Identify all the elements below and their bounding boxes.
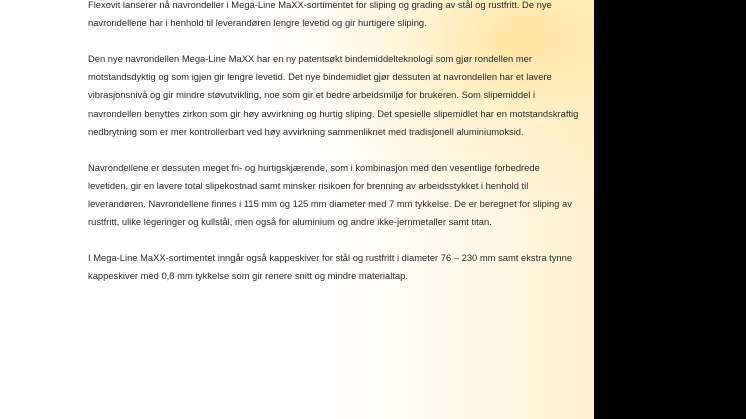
- article-paragraph-3: Navrondellene er dessuten meget fri- og hurtigskjærende, som i kombinasjon med den vesentlige forbedrede levetiden, gir en lavere total slipekostnad samt minsker risikoen for brenning av arbeidsstykket i henhold til leverandøren. Navrondellene finnes i 115 mm og 125 mm diameter med 7 mm tykkelse. De er beregnet for sliping av rustfritt, ulike legeringer og kullstål, men også for aluminium og andre ikke-jernmetaller samt titan.: [88, 161, 572, 228]
- right-black-panel: [594, 0, 746, 419]
- article-paragraph-4: I Mega-Line MaXX-sortimentet inngår også kappeskiver for stål og rustfritt i diameter 76 – 230 mm samt ekstra tynne kappeskiver med 0,8 mm tykkelse som gir renere snitt og mindre materialtap.: [88, 252, 573, 282]
- article-paragraph-2: Den nye navrondellen Mega-Line MaXX har en ny patentsøkt bindemiddelteknologi som gjør rondellen mer motstandsdyktig og som igjen gir lengre levetid. Det nye bindemidlet gjør dessuten at navrondellen har et lavere vibrasjonsnivå og gir mindre støvutvikling, noe som gir et bedre arbeidsmiljø for brukeren. Som slipemiddel i navrondellen benyttes zirkon som gir høy avvirkning og hurtig sliping. Det spesielle slipemidlet har en motstandskraftig nedbrytning som er mer kontrollerbart ved høy avvirkning sammenliknet med tradisjonell aluminiumoksid.: [88, 53, 579, 137]
- article-paragraph-1: Flexovit lanserer nå navrondeller i Mega-Line MaXX-sortimentet for sliping og grading av stål og rustfritt. De nye navrondellene har i henhold til leverandøren lengre levetid og gir hurtigere sliping.: [88, 0, 552, 29]
- article-body: [88, 0, 580, 304]
